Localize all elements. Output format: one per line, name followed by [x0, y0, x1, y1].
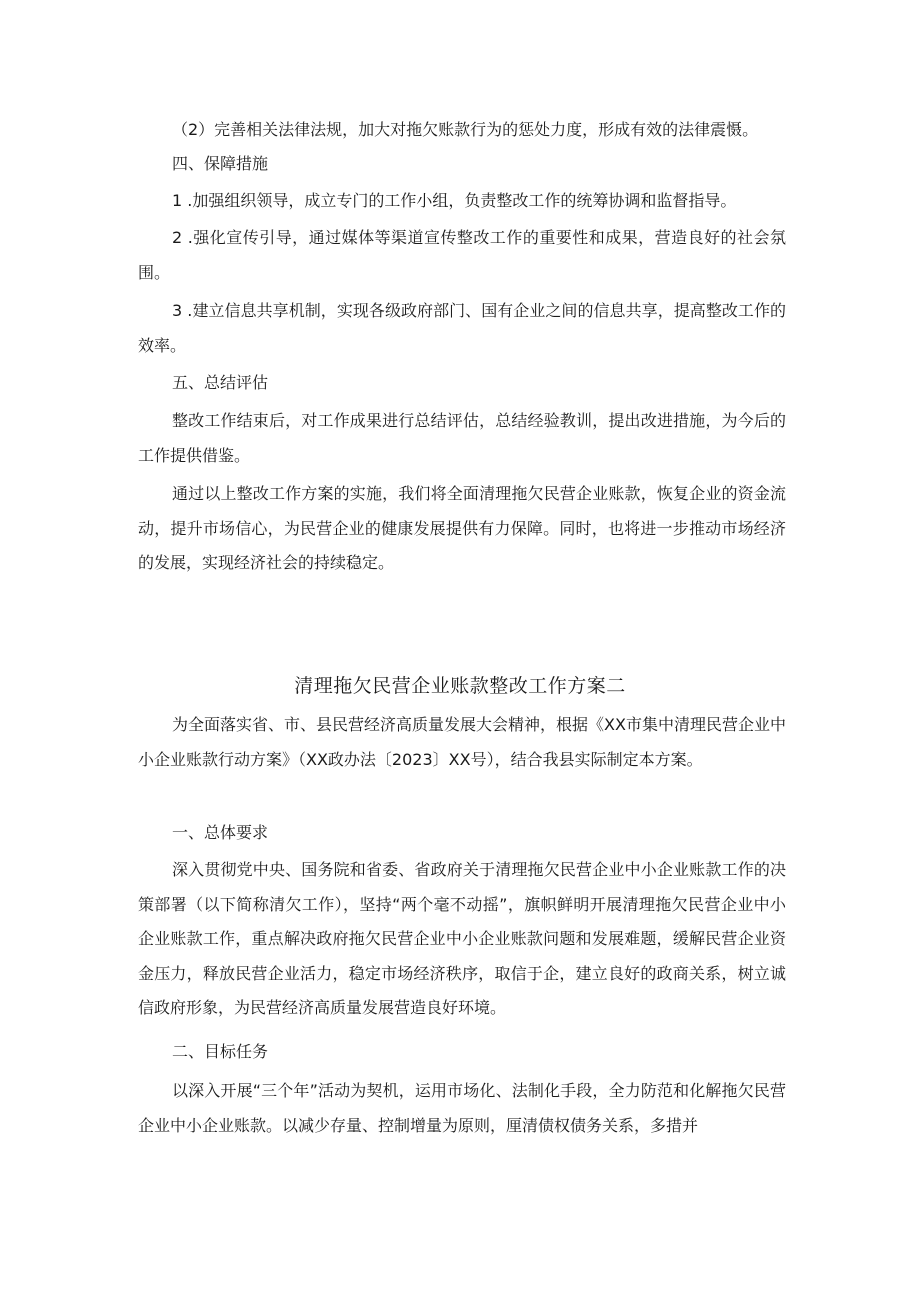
- paragraph-intro: 为全面落实省、市、县民营经济高质量发展大会精神，根据《XX市集中清理民营企业中小企业账款行动方案》（XX政办法〔2023〕XX号），结合我县实际制定本方案。: [138, 715, 786, 769]
- paragraph-conclusion: 通过以上整改工作方案的实施，我们将全面清理拖欠民营企业账款，恢复企业的资金流动，提升市场信心，为民营企业的健康发展提供有力保障。同时，也将进一步推动市场经济的发展，实现经济社会的持续稳定。: [138, 484, 786, 572]
- paragraph-measure-2: 2 .强化宣传引导，通过媒体等渠道宣传整改工作的重要性和成果，营造良好的社会氛围。: [138, 228, 786, 282]
- document-title: 清理拖欠民营企业账款整改工作方案二: [294, 675, 626, 697]
- paragraph-tasks: 以深入开展“三个年”活动为契机，运用市场化、法制化手段，全力防范和化解拖欠民营企业中小企业账款。以减少存量、控制增量为原则，厘清债权债务关系，多措并: [138, 1081, 786, 1135]
- heading-guarantee-measures: 四、保障措施: [172, 154, 269, 173]
- paragraph-summary: 整改工作结束后，对工作成果进行总结评估，总结经验教训，提出改进措施，为今后的工作提供借鉴。: [138, 411, 786, 465]
- heading-target-tasks: 二、目标任务: [172, 1042, 269, 1061]
- paragraph-measure-1: 1 .加强组织领导，成立专门的工作小组，负责整改工作的统筹协调和监督指导。: [172, 191, 737, 210]
- paragraph-law-item: （2）完善相关法律法规，加大对拖欠账款行为的惩处力度，形成有效的法律震慑。: [172, 120, 759, 139]
- heading-summary-evaluation: 五、总结评估: [172, 373, 269, 392]
- paragraph-requirements: 深入贯彻党中央、国务院和省委、省政府关于清理拖欠民营企业中小企业账款工作的决策部署（以下简称清欠工作），坚持“两个毫不动摇”，旗帜鲜明开展清理拖欠民营企业中小企业账款工作，重点解决政府拖欠民营企业中小企业账款问题和发展难题，缓解民营企业资金压力，释放民营企业活力，稳定市场经济秩序，取信于企，建立良好的政商关系，树立诚信政府形象，为民营经济高质量发展营造良好环境。: [138, 860, 786, 1017]
- heading-general-requirements: 一、总体要求: [172, 823, 269, 842]
- paragraph-measure-3: 3 .建立信息共享机制，实现各级政府部门、国有企业之间的信息共享，提高整改工作的效率。: [138, 301, 786, 355]
